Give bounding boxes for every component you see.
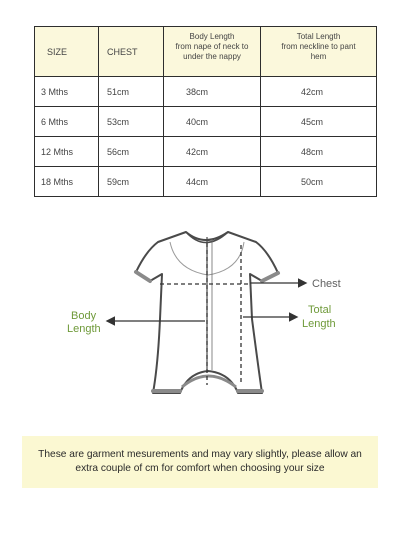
header-total-title: Total Length (296, 32, 341, 41)
header-total-sub1: from neckline to pant (281, 42, 356, 51)
header-size: SIZE (35, 27, 99, 77)
header-body-title: Body Length (189, 32, 235, 41)
cell-total-length: 50cm (261, 167, 377, 197)
cell-total-length: 45cm (261, 107, 377, 137)
chest-label: Chest (312, 278, 341, 290)
header-body-sub1: from nape of neck to (175, 42, 249, 51)
cell-size: 6 Mths (35, 107, 99, 137)
notice-text: These are garment mesurements and may vary slightly, please allow an extra couple of cm for comfort when choosing your size (38, 449, 362, 474)
romper-illustration-icon (136, 232, 278, 393)
cell-body-length: 44cm (164, 167, 261, 197)
cell-chest: 59cm (99, 167, 164, 197)
cell-body-length: 40cm (164, 107, 261, 137)
cell-size: 18 Mths (35, 167, 99, 197)
size-chart-table (34, 26, 377, 197)
romper-measurement-diagram (0, 215, 400, 420)
cell-size: 12 Mths (35, 137, 99, 167)
cell-size: 3 Mths (35, 77, 99, 107)
header-total-sub2: hem (310, 52, 327, 61)
table-row (35, 77, 377, 107)
total-length-label-line1: Total (308, 304, 332, 316)
header-total-length (261, 27, 377, 77)
measurement-notice (22, 436, 378, 488)
table-header-row (35, 27, 377, 77)
cell-body-length: 42cm (164, 137, 261, 167)
cell-body-length: 38cm (164, 77, 261, 107)
cell-chest: 53cm (99, 107, 164, 137)
table-row (35, 107, 377, 137)
cell-total-length: 48cm (261, 137, 377, 167)
header-body-length (164, 27, 261, 77)
cell-chest: 56cm (99, 137, 164, 167)
header-body-sub2: under the nappy (183, 52, 241, 61)
header-chest: CHEST (99, 27, 164, 77)
body-length-label-line2: Length (67, 323, 101, 335)
body-length-label-line1: Body (71, 310, 97, 322)
table-row (35, 137, 377, 167)
cell-total-length: 42cm (261, 77, 377, 107)
table-row (35, 167, 377, 197)
total-length-label-line2: Length (302, 318, 336, 330)
cell-chest: 51cm (99, 77, 164, 107)
